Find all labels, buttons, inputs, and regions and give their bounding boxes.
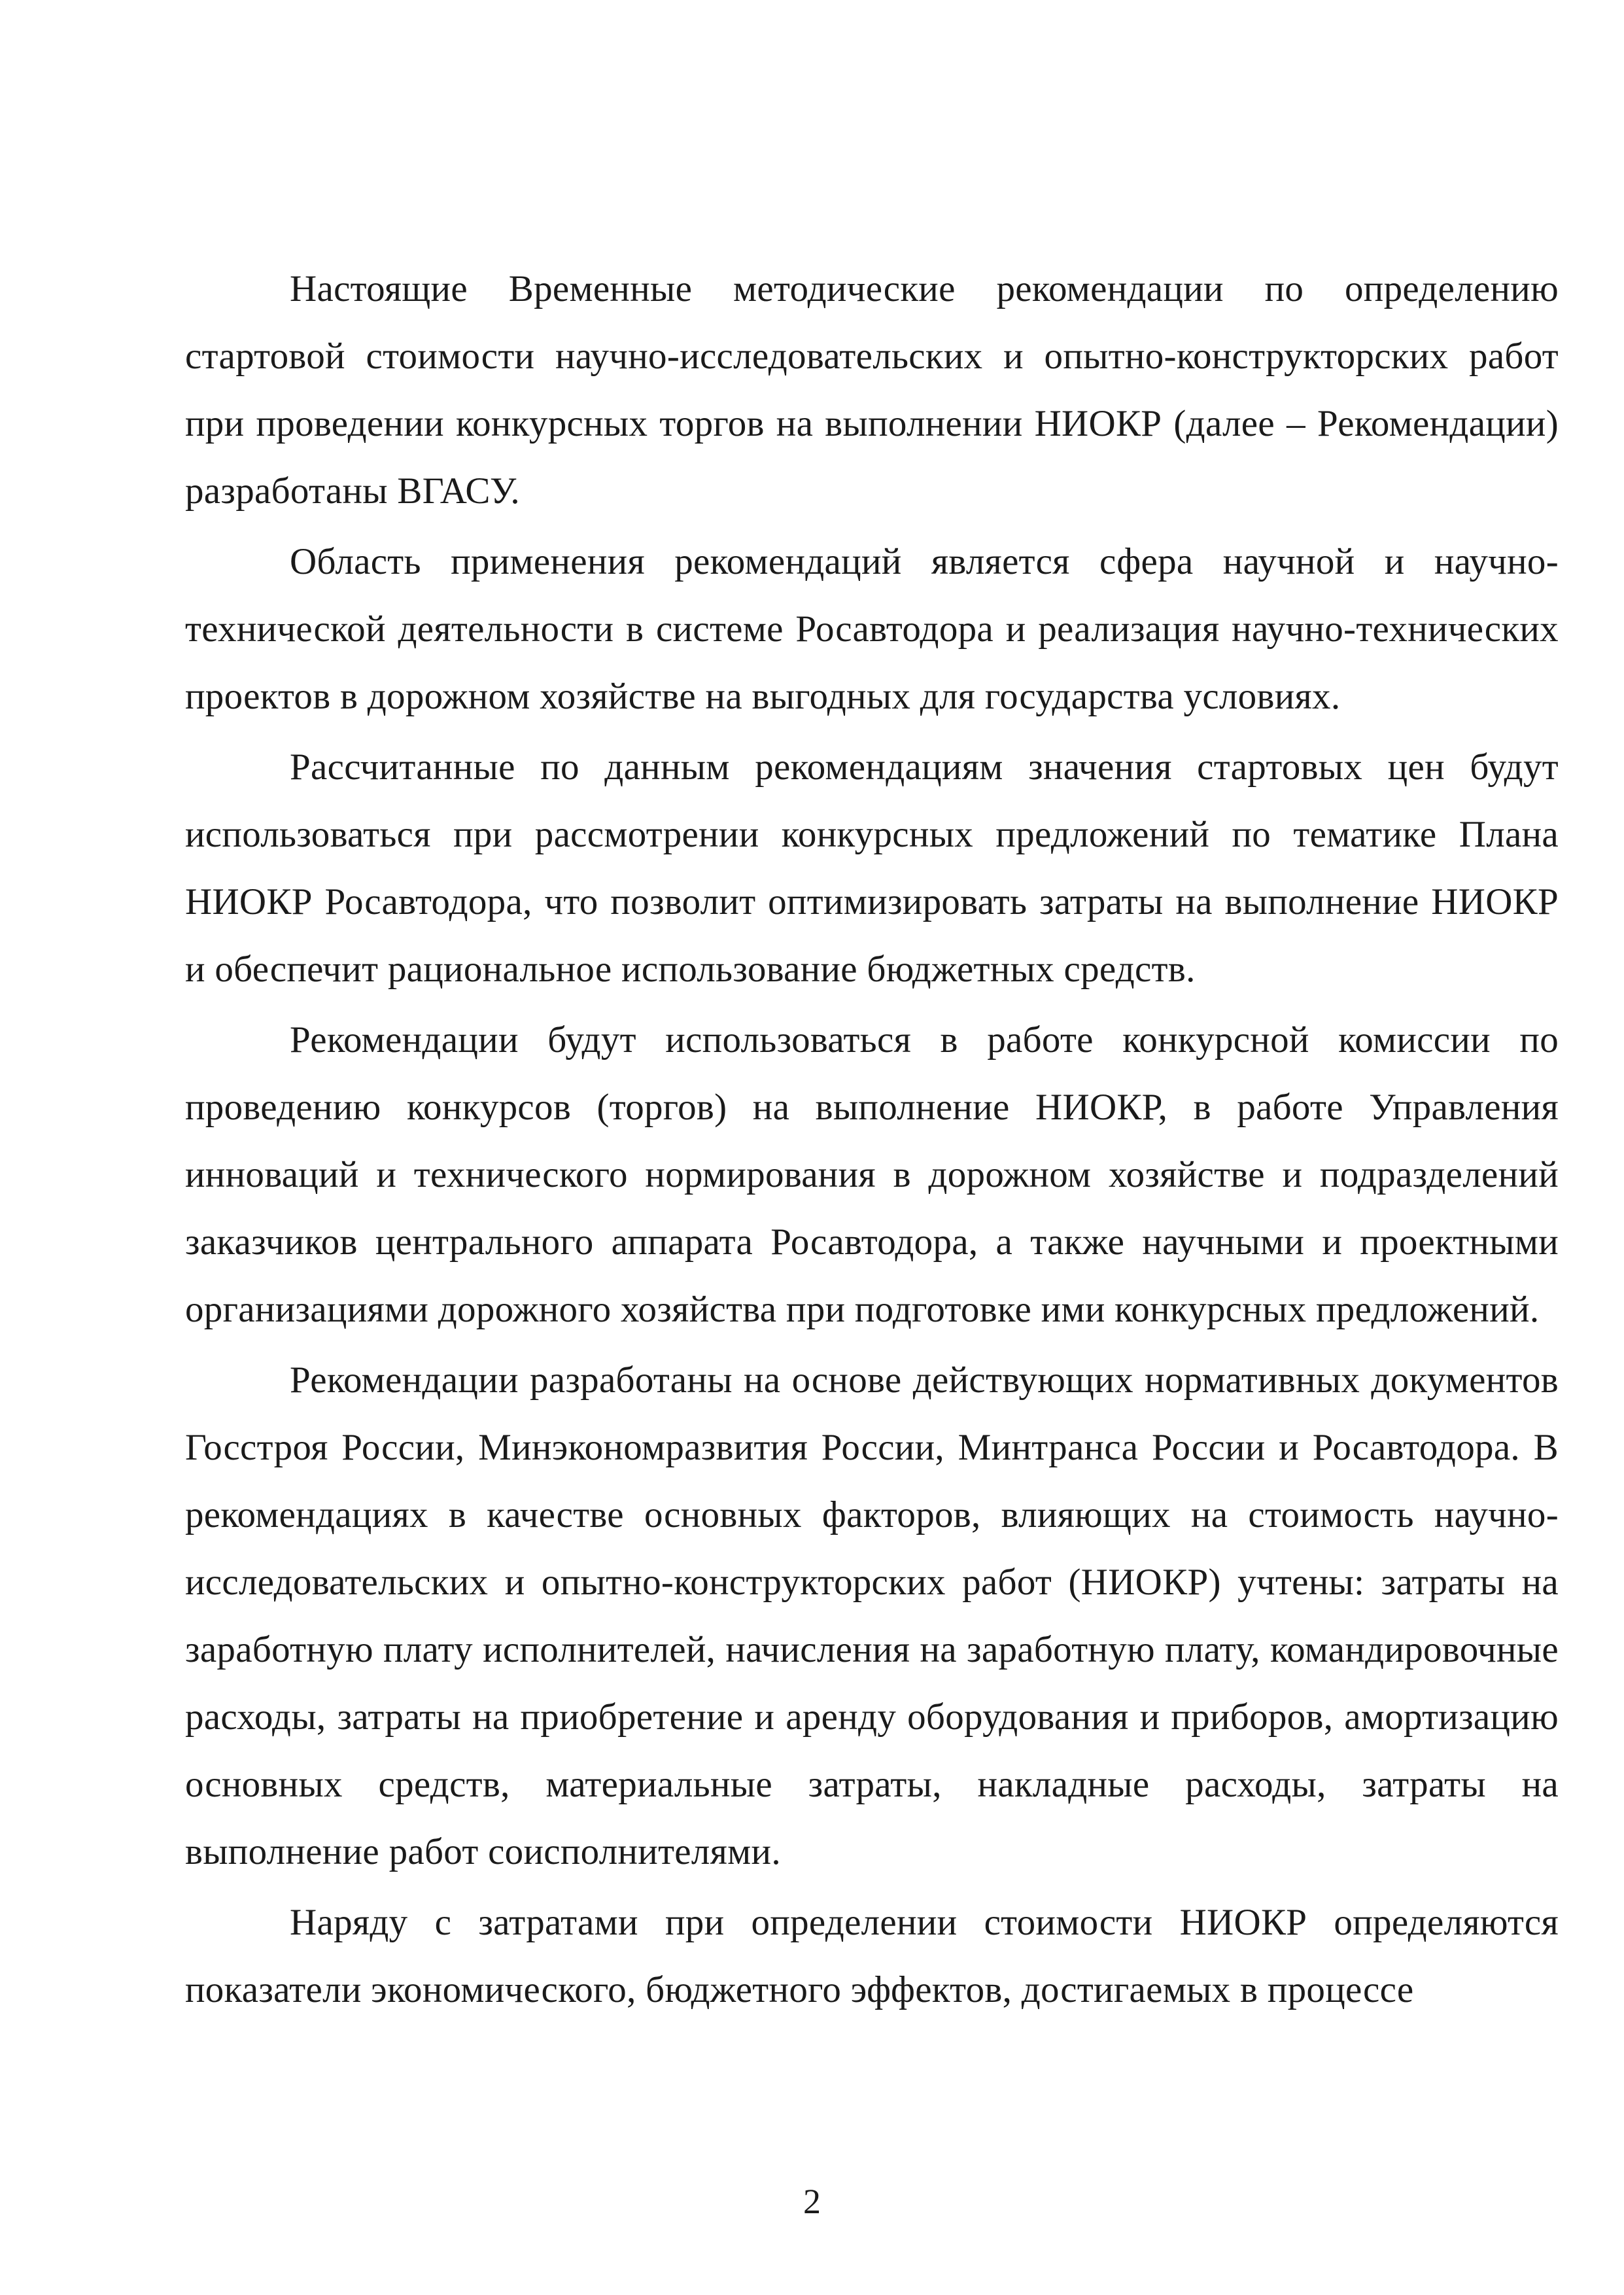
document-body <box>185 255 1559 2023</box>
paragraph-3: Рассчитанные по данным рекомендациям значения стартовых цен будут использоваться при рассмотрении конкурсных предложений по тематике Плана НИОКР Росавтодора, что позволит оптимизировать затраты на выполнение НИОКР и обеспечит рациональное использование бюджетных средств. <box>185 746 1559 990</box>
paragraph-2: Область применения рекомендаций является сфера научной и научно-технической деятельности в системе Росавтодора и реализация научно-технических проектов в дорожном хозяйстве на выгодных для государства условиях. <box>185 541 1559 717</box>
paragraph-4: Рекомендации будут использоваться в работе конкурсной комиссии по проведению конкурсов (торгов) на выполнение НИОКР, в работе Управления инноваций и технического нормирования в дорожном хозяйстве и подразделений заказчиков центрального аппарата Росавтодора, а также научными и проектными организациями дорожного хозяйства при подготовке ими конкурсных предложений. <box>185 1019 1559 1330</box>
paragraph-6: Наряду с затратами при определении стоимости НИОКР определяются показатели экономического, бюджетного эффектов, достигаемых в процессе <box>185 1902 1559 2010</box>
page-number: 2 <box>803 2182 821 2221</box>
paragraph-1: Настоящие Временные методические рекомендации по определению стартовой стоимости научно-исследовательских и опытно-конструкторских работ при проведении конкурсных торгов на выполнении НИОКР (далее – Рекомендации) разработаны ВГАСУ. <box>185 268 1559 512</box>
paragraph-5: Рекомендации разработаны на основе действующих нормативных документов Госстроя России, Минэкономразвития России, Минтранса России и Росавтодора. В рекомендациях в качестве основных факторов, влияющих на стоимость научно-исследовательских и опытно-конструкторских работ (НИОКР) учтены: затраты на заработную плату исполнителей, начисления на заработную плату, командировочные расходы, затраты на приобретение и аренду оборудования и приборов, амортизацию основных средств, материальные затраты, накладные расходы, затраты на выполнение работ соисполнителями. <box>185 1359 1559 1872</box>
